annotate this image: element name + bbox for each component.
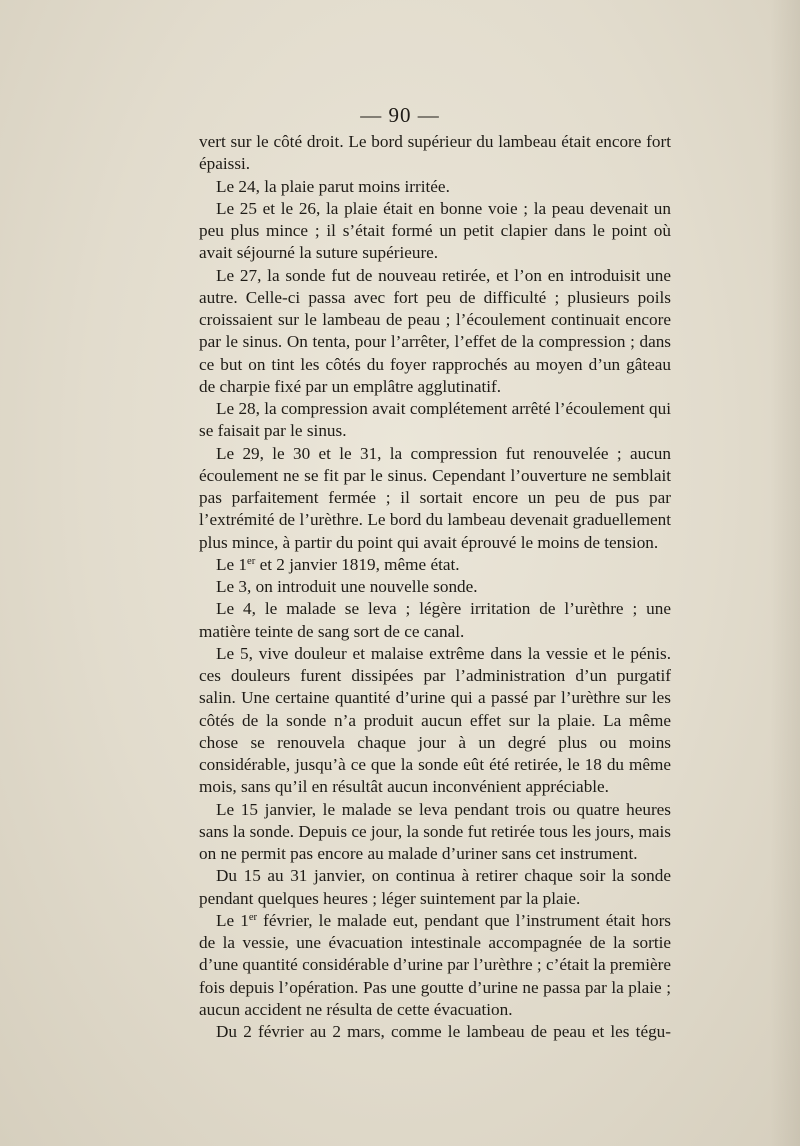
paragraph: vert sur le côté droit. Le bord supérieur du lambeau était encore fort épaissi. (199, 132, 671, 174)
paragraph (199, 554, 671, 576)
ordinal-superscript: er (247, 555, 256, 567)
paragraph: Le 4, le malade se leva ; légère irritation de l’urèthre ; une matière teinte de sang sort de ce canal. (199, 599, 671, 641)
paragraph: Le 5, vive douleur et malaise extrême dans la vessie et le pénis. ces douleurs furent dissipées par l’administration d’un purgatif salin. Une certaine quantité d’urine qui a passé par l’urèthre sur les côtés de la sonde n’a produit aucun effet sur la plaie. La même chose se renouvela chaque jour à un degré plus ou moins considérable, jusqu’à ce que la sonde eût été retirée, le 18 du même mois, sans qu’il en résultât aucun inconvénient appréciable. (199, 643, 671, 797)
ordinal-superscript: er (248, 911, 258, 923)
paragraph-text: et 2 janvier 1819, même état. (255, 554, 460, 574)
page-number: — 90 — (360, 103, 440, 127)
paragraph-text: Le 1 (216, 554, 248, 574)
paragraph: Le 3, on introduit une nouvelle sonde. (216, 577, 478, 596)
paragraph: Le 29, le 30 et le 31, la compression fut renouvelée ; aucun écoulement ne se fit par le sinus. Cependant l’ouverture ne semblait pas parfaitement fermée ; il sortait encore un peu de pus par l’extrémité de l’urèthre. Le bord du lambeau devenait graduellement plus mince, à partir du point qui avait éprouvé le moins de tension. (199, 443, 671, 552)
page-edge-shadow (770, 0, 800, 1146)
paragraph: Du 2 février au 2 mars, comme le lambeau de peau et les tégu- (216, 1022, 671, 1041)
paragraph-text: Le 1 (216, 910, 249, 930)
paragraph (199, 910, 671, 1021)
paragraph: Le 27, la sonde fut de nouveau retirée, et l’on en introduisit une autre. Celle-ci passa avec fort peu de difficulté ; plusieurs poils croissaient sur le lambeau de peau ; l’écoulement continuait encore par le sinus. On tenta, pour l’arrêter, l’effet de la compression ; dans ce but on tint les côtés du foyer rapprochés au moyen d’un gâteau de charpie fixé par un emplâtre agglutinatif. (199, 265, 671, 396)
paragraph-text: février, le malade eut, pendant que l’instrument était hors de la vessie, une évacuation intestinale accompagnée de la sortie d’une quantité considérable d’urine par l’urèthre ; c’était la première fois depuis l’opération. Pas une goutte d’urine ne passa par la plaie ; aucun accident ne résulta de cette évacuation. (199, 910, 671, 1019)
body-text (199, 131, 671, 1043)
paragraph: Le 28, la compression avait complétement arrêté l’écoulement qui se faisait par le sinus. (199, 399, 671, 441)
paragraph: Le 25 et le 26, la plaie était en bonne voie ; la peau devenait un peu plus mince ; il s’était formé un petit clapier dans le point où avait séjourné la suture supérieure. (199, 198, 671, 263)
paragraph: Le 15 janvier, le malade se leva pendant trois ou quatre heures sans la sonde. Depuis ce jour, la sonde fut retirée tous les jours, mais on ne permit pas encore au malade d’uriner sans cet instrument. (199, 799, 671, 863)
paragraph: Le 24, la plaie parut moins irritée. (216, 176, 450, 196)
paragraph: Du 15 au 31 janvier, on continua à retirer chaque soir la sonde pendant quelques heures ; léger suintement par la plaie. (199, 866, 671, 908)
